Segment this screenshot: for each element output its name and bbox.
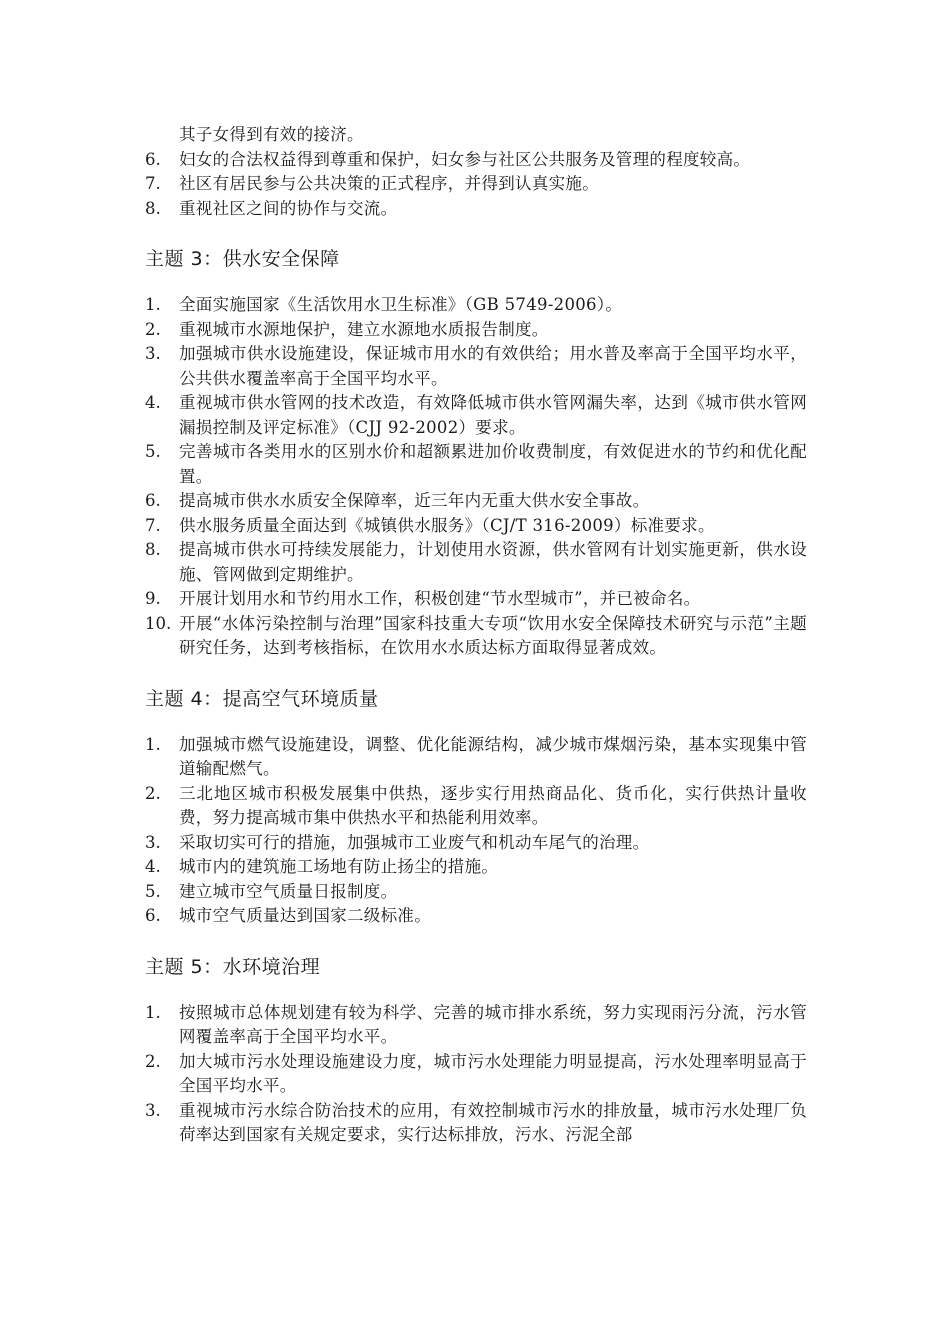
list-item — [145, 1099, 807, 1148]
item-text: 城市内的建筑施工场地有防止扬尘的措施。 — [179, 857, 499, 876]
item-text: 妇女的合法权益得到尊重和保护，妇女参与社区公共服务及管理的程度较高。 — [179, 149, 751, 169]
list-item — [145, 733, 807, 782]
list-item — [145, 855, 807, 880]
item-number: 3. — [145, 832, 161, 852]
item-number: 8. — [145, 540, 161, 559]
list-item — [145, 782, 807, 831]
item-text: 按照城市总体规划建有较为科学、完善的城市排水系统，努力实现雨污分流，污水管网覆盖率高于全国平均水平。 — [179, 1002, 807, 1046]
item-text: 建立城市空气质量日报制度。 — [179, 881, 398, 901]
list-item — [145, 293, 807, 318]
list-item — [145, 342, 807, 391]
item-number: 4. — [145, 393, 161, 412]
list-theme4 — [145, 733, 807, 929]
list-item — [145, 1001, 807, 1050]
list-item — [145, 489, 807, 514]
item-number: 6. — [145, 906, 161, 925]
item-text: 加强城市燃气设施建设，调整、优化能源结构，减少城市煤烟污染，基本实现集中管道输配燃气。 — [179, 734, 807, 778]
item-number: 9. — [145, 589, 161, 608]
item-number: 7. — [145, 174, 161, 193]
section-heading-theme3: 主题 3：供水安全保障 — [145, 248, 340, 270]
list-item — [145, 538, 807, 587]
list-community — [145, 148, 807, 222]
list-item — [145, 904, 807, 929]
item-text: 开展计划用水和节约用水工作，积极创建“节水型城市”，并已被命名。 — [179, 589, 701, 608]
document-page — [145, 123, 807, 1148]
item-text: 重视城市污水综合防治技术的应用，有效控制城市污水的排放量，城市污水处理厂负荷率达到国家有关规定要求，实行达标排放，污水、污泥全部 — [179, 1100, 807, 1144]
list-item — [145, 514, 807, 539]
item-number: 10. — [145, 613, 172, 633]
item-number: 2. — [145, 319, 161, 339]
continuation-text: 其子女得到有效的接济。 — [179, 125, 364, 144]
item-number: 5. — [145, 881, 161, 901]
item-text: 采取切实可行的措施，加强城市工业废气和机动车尾气的治理。 — [179, 832, 650, 852]
item-number: 8. — [145, 198, 161, 218]
item-text: 重视城市供水管网的技术改造，有效降低城市供水管网漏失率，达到《城市供水管网漏损控制及评定标准》（CJJ 92-2002）要求。 — [179, 393, 807, 437]
list-item — [145, 587, 807, 612]
item-text: 提高城市供水水质安全保障率，近三年内无重大供水安全事故。 — [179, 491, 650, 510]
item-number: 2. — [145, 783, 161, 803]
list-item — [145, 612, 807, 661]
list-item — [145, 831, 807, 856]
list-item — [145, 1050, 807, 1099]
list-item — [145, 148, 807, 173]
item-text: 开展“水体污染控制与治理”国家科技重大专项“饮用水安全保障技术研究与示范”主题研究任务，达到考核指标，在饮用水水质达标方面取得显著成效。 — [179, 613, 807, 657]
item-text: 完善城市各类用水的区别水价和超额累进加价收费制度，有效促进水的节约和优化配置。 — [179, 442, 807, 486]
item-text: 提高城市供水可持续发展能力，计划使用水资源，供水管网有计划实施更新，供水设施、管网做到定期维护。 — [179, 540, 807, 584]
item-text: 三北地区城市积极发展集中供热，逐步实行用热商品化、货币化，实行供热计量收费，努力提高城市集中供热水平和热能利用效率。 — [179, 783, 807, 827]
list-item — [145, 391, 807, 440]
list-item — [145, 880, 807, 905]
item-number: 4. — [145, 857, 161, 876]
list-theme5 — [145, 1001, 807, 1148]
section-heading-theme4: 主题 4：提高空气环境质量 — [145, 687, 379, 710]
section-heading-theme5: 主题 5：水环境治理 — [145, 955, 321, 978]
list-item — [145, 440, 807, 489]
item-text: 加大城市污水处理设施建设力度，城市污水处理能力明显提高，污水处理率明显高于全国平均水平。 — [179, 1051, 807, 1095]
item-number: 2. — [145, 1051, 161, 1071]
item-text: 供水服务质量全面达到《城镇供水服务》（CJ/T 316-2009）标准要求。 — [179, 515, 715, 535]
item-text: 城市空气质量达到国家二级标准。 — [179, 906, 431, 925]
item-text: 加强城市供水设施建设，保证城市用水的有效供给；用水普及率高于全国平均水平，公共供水覆盖率高于全国平均水平。 — [179, 344, 807, 388]
list-item — [145, 318, 807, 343]
item-number: 5. — [145, 442, 161, 461]
item-text: 全面实施国家《生活饮用水卫生标准》（GB 5749-2006）。 — [179, 295, 623, 314]
item-number: 1. — [145, 734, 161, 754]
list-theme3 — [145, 293, 807, 661]
item-text: 重视城市水源地保护，建立水源地水质报告制度。 — [179, 319, 549, 339]
item-text: 重视社区之间的协作与交流。 — [179, 198, 398, 218]
list-item — [145, 172, 807, 197]
item-number: 6. — [145, 491, 161, 510]
item-number: 1. — [145, 1002, 161, 1022]
item-number: 3. — [145, 344, 161, 363]
item-text: 社区有居民参与公共决策的正式程序，并得到认真实施。 — [179, 174, 599, 193]
item-number: 7. — [145, 515, 161, 535]
item-number: 3. — [145, 1100, 161, 1120]
item-number: 6. — [145, 149, 161, 169]
list-item — [145, 197, 807, 222]
item-number: 1. — [145, 295, 161, 314]
